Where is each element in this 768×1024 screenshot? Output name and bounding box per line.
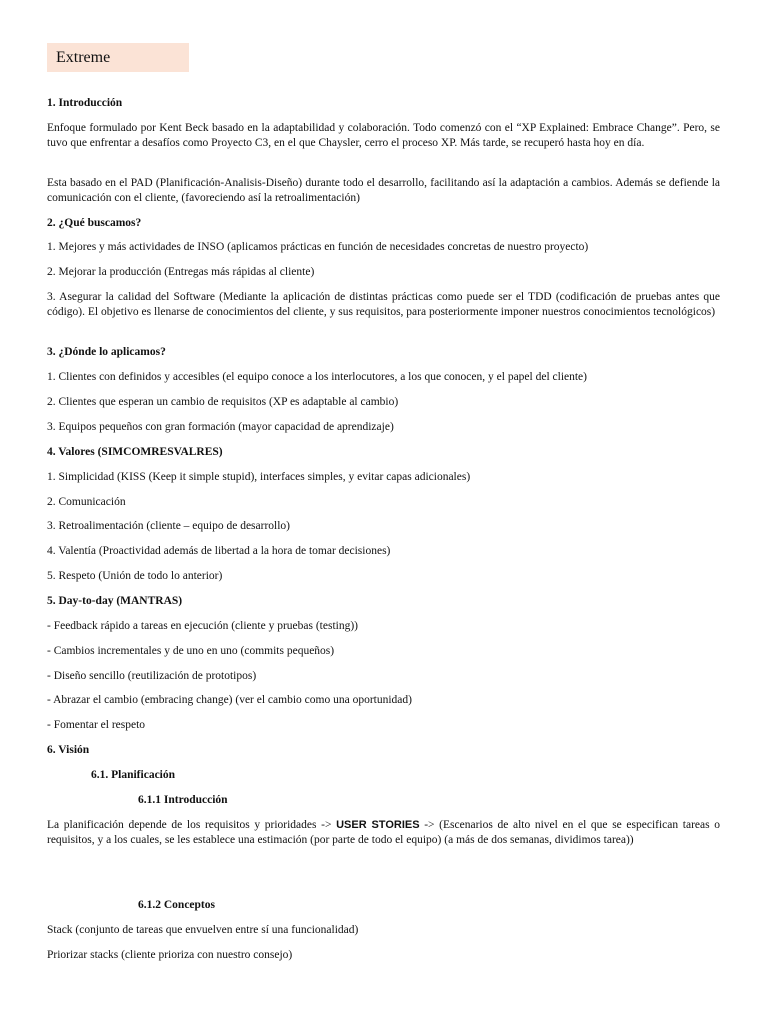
heading-introduccion-611: 6.1.1 Introducción <box>138 794 228 806</box>
heading-valores: 4. Valores (SIMCOMRESVALRES) <box>47 446 223 458</box>
list-item: 3. Retroalimentación (cliente – equipo de desarrollo) <box>47 520 291 532</box>
list-item: - Diseño sencillo (reutilización de prototipos) <box>47 670 257 682</box>
list-item: 2. Mejorar la producción (Entregas más rápidas al cliente) <box>47 266 315 278</box>
heading-planificacion: 6.1. Planificación <box>91 769 176 781</box>
list-item: 3. Equipos pequeños con gran formación (mayor capacidad de aprendizaje) <box>47 421 394 433</box>
document-title: Extreme <box>47 43 189 72</box>
list-item: - Feedback rápido a tareas en ejecución (cliente y pruebas (testing)) <box>47 620 358 632</box>
heading-introduccion: 1. Introducción <box>47 97 123 109</box>
heading-donde-aplicamos: 3. ¿Dónde lo aplicamos? <box>47 346 166 358</box>
paragraph-stack: Stack (conjunto de tareas que envuelven entre sí una funcionalidad) <box>47 924 359 936</box>
list-item: 4. Valentía (Proactividad además de libertad a la hora de tomar decisiones) <box>47 545 391 557</box>
heading-que-buscamos: 2. ¿Qué buscamos? <box>47 217 142 229</box>
list-item: 1. Clientes con definidos y accesibles (el equipo conoce a los interlocutores, a los que conocen, y el papel del cliente) <box>47 371 587 383</box>
paragraph-priorizar: Priorizar stacks (cliente prioriza con nuestro consejo) <box>47 949 293 961</box>
paragraph-planificacion-start: La planificación depende de los requisitos y prioridades -> <box>47 819 337 831</box>
list-item: 1. Mejores y más actividades de INSO (aplicamos prácticas en función de necesidades concretas de nuestro proyecto) <box>47 241 589 253</box>
heading-vision: 6. Visión <box>47 744 90 756</box>
heading-conceptos: 6.1.2 Conceptos <box>138 899 215 911</box>
list-item: - Cambios incrementales y de uno en uno (commits pequeños) <box>47 645 335 657</box>
list-item: 3. Asegurar la calidad del Software (Mediante la aplicación de distintas prácticas como puede ser el TDD (codificación de pruebas antes que código). El objetivo es llenarse de conocimientos del cliente, y sus requisitos, para posteriormente imponer nuestros conocimientos tecnológicos) <box>47 291 720 318</box>
list-item: 5. Respeto (Unión de todo lo anterior) <box>47 570 223 582</box>
paragraph-intro-2: Esta basado en el PAD (Planificación-Analisis-Diseño) durante todo el desarrollo, facilitando así la adaptación a cambios. Además se defiende la comunicación con el cliente, (favoreciendo así la retroalimentación) <box>47 177 720 204</box>
user-stories-term: USER STORIES <box>336 819 420 831</box>
paragraph-planificacion <box>47 818 720 848</box>
list-item: 2. Clientes que esperan un cambio de requisitos (XP es adaptable al cambio) <box>47 396 399 408</box>
heading-day-to-day: 5. Day-to-day (MANTRAS) <box>47 595 183 607</box>
list-item: - Fomentar el respeto <box>47 719 146 731</box>
list-item: 1. Simplicidad (KISS (Keep it simple stupid), interfaces simples, y evitar capas adicionales) <box>47 471 471 483</box>
list-item: 2. Comunicación <box>47 496 126 508</box>
paragraph-planificacion-end: -> (Escenarios de alto nivel en el que se especifican tareas o requisitos, y a los cuales, se les establece una estimación (por parte de todo el equipo) (a más de dos semanas, dividimos tarea)) <box>47 819 720 846</box>
paragraph-intro-1: Enfoque formulado por Kent Beck basado en la adaptabilidad y colaboración. Todo comenzó con el “XP Explained: Embrace Change”. Pero, se tuvo que enfrentar a desafíos como Proyecto C3, en el que Chaysler, cerro el proceso XP. Más tarde, se recuperó hasta hoy en día. <box>47 122 720 149</box>
list-item: - Abrazar el cambio (embracing change) (ver el cambio como una oportunidad) <box>47 694 412 706</box>
